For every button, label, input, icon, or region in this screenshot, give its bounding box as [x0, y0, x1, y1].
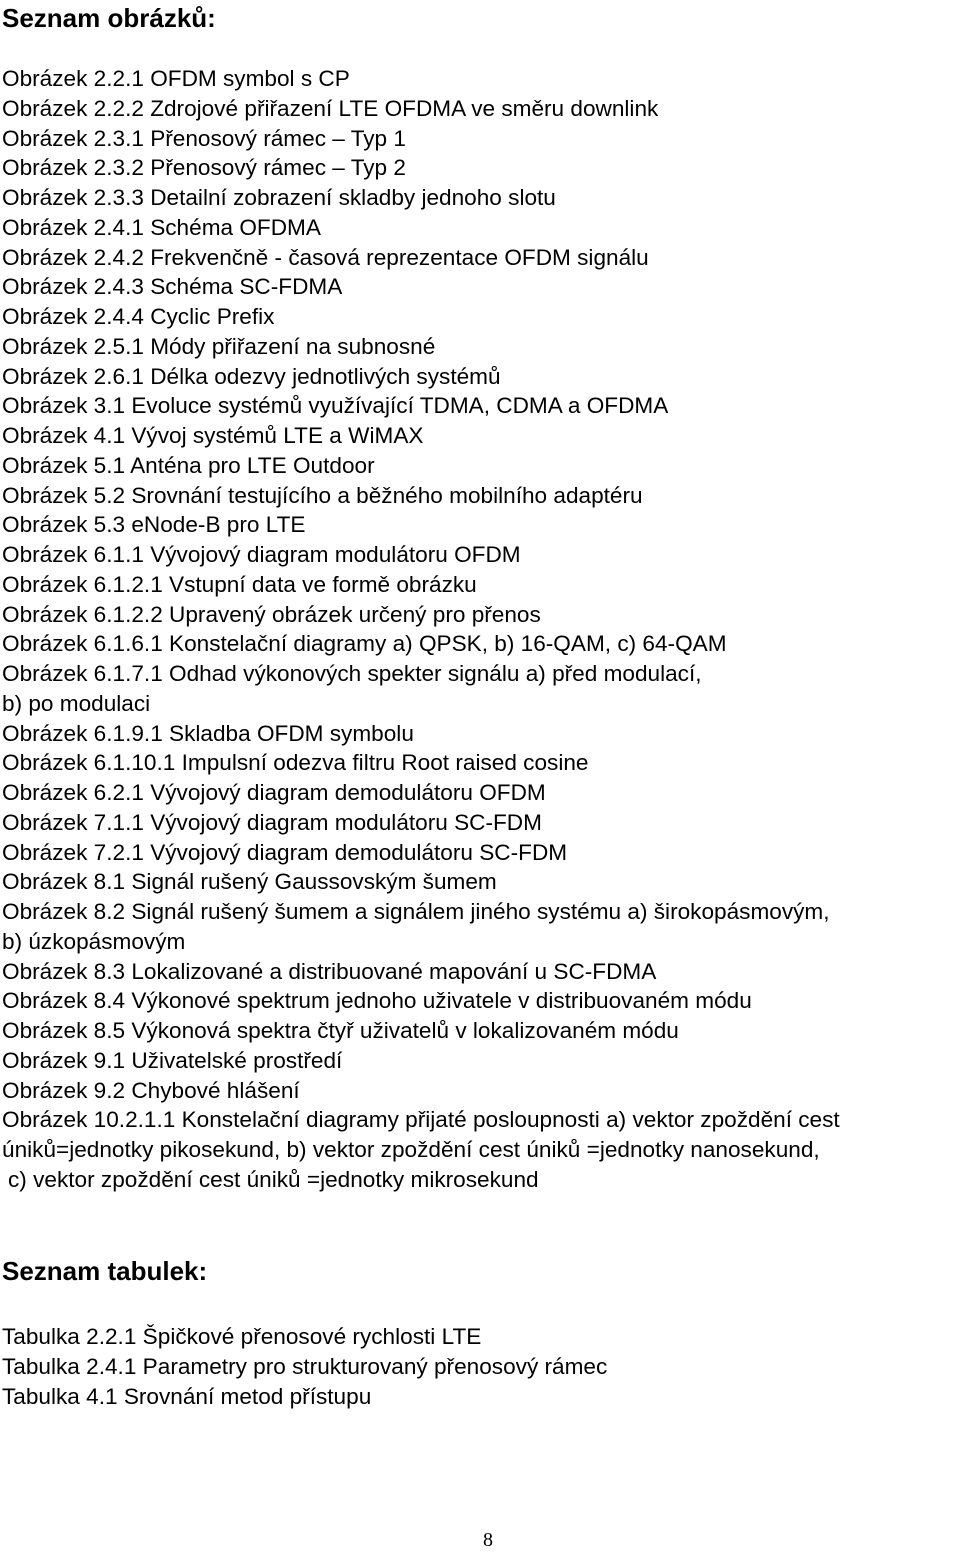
list-item: Obrázek 2.2.2 Zdrojové přiřazení LTE OFDMA ve směru downlink	[2, 95, 659, 121]
list-item: Obrázek 5.3 eNode-B pro LTE	[2, 512, 306, 538]
list-item: Obrázek 5.2 Srovnání testujícího a běžného mobilního adaptéru	[2, 482, 643, 508]
list-item: Obrázek 8.3 Lokalizované a distribuované mapování u SC-FDMA	[2, 958, 657, 984]
list-item: Obrázek 3.1 Evoluce systémů využívající TDMA, CDMA a OFDMA	[2, 393, 669, 419]
list-item: Obrázek 6.1.9.1 Skladba OFDM symbolu	[2, 720, 414, 746]
tables-heading: Seznam tabulek:	[2, 1256, 208, 1286]
list-item: Obrázek 8.2 Signál rušený šumem a signálem jiného systému a) širokopásmovým,	[2, 899, 830, 924]
figures-heading: Seznam obrázků:	[2, 3, 216, 33]
list-item: Obrázek 8.5 Výkonová spektra čtyř uživatelů v lokalizovaném módu	[2, 1018, 679, 1043]
list-item: c) vektor zpoždění cest úniků =jednotky mikrosekund	[8, 1166, 539, 1192]
list-item: Obrázek 6.1.1 Vývojový diagram modulátoru OFDM	[2, 542, 521, 567]
page-number: 8	[483, 1529, 493, 1551]
list-item: Obrázek 2.2.1 OFDM symbol s CP	[2, 66, 350, 91]
list-item: Obrázek 2.4.3 Schéma SC-FDMA	[2, 274, 343, 300]
list-item: Obrázek 2.4.2 Frekvenčně - časová reprezentace OFDM signálu	[2, 244, 649, 270]
list-item: Obrázek 6.1.7.1 Odhad výkonových spekter signálu a) před modulací,	[2, 661, 702, 686]
list-item: Obrázek 2.6.1 Délka odezvy jednotlivých systémů	[2, 363, 501, 389]
list-item: Obrázek 10.2.1.1 Konstelační diagramy přijaté posloupnosti a) vektor zpoždění cest	[2, 1107, 840, 1133]
list-item: b) po modulaci	[2, 690, 151, 716]
list-item: Obrázek 2.4.4 Cyclic Prefix	[2, 304, 275, 329]
list-item: Obrázek 6.1.2.1 Vstupní data ve formě obrázku	[2, 571, 477, 597]
list-item: Obrázek 6.1.2.2 Upravený obrázek určený pro přenos	[2, 601, 541, 627]
list-item: Obrázek 9.2 Chybové hlášení	[2, 1077, 300, 1103]
list-item: Tabulka 2.2.1 Špičkové přenosové rychlosti LTE	[2, 1324, 482, 1349]
list-item: Obrázek 6.1.6.1 Konstelační diagramy a) QPSK, b) 16-QAM, c) 64-QAM	[2, 631, 727, 657]
list-item: Obrázek 2.3.2 Přenosový rámec – Typ 2	[2, 155, 406, 181]
list-item: Obrázek 8.4 Výkonové spektrum jednoho uživatele v distribuovaném módu	[2, 988, 752, 1014]
list-item: Obrázek 6.2.1 Vývojový diagram demodulátoru OFDM	[2, 780, 546, 805]
list-item: Obrázek 2.4.1 Schéma OFDMA	[2, 214, 321, 240]
list-item: Obrázek 2.3.3 Detailní zobrazení skladby jednoho slotu	[2, 185, 556, 210]
list-item: b) úzkopásmovým	[2, 928, 186, 954]
list-item: Tabulka 2.4.1 Parametry pro strukturovaný přenosový rámec	[2, 1353, 608, 1379]
list-item: úniků=jednotky pikosekund, b) vektor zpoždění cest úniků =jednotky nanosekund,	[2, 1137, 820, 1162]
list-item: Obrázek 4.1 Vývoj systémů LTE a WiMAX	[2, 423, 424, 448]
list-item: Tabulka 4.1 Srovnání metod přístupu	[2, 1383, 372, 1409]
list-item: Obrázek 7.2.1 Vývojový diagram demodulátoru SC-FDM	[2, 839, 568, 865]
list-item: Obrázek 6.1.10.1 Impulsní odezva filtru Root raised cosine	[2, 750, 589, 776]
list-item: Obrázek 5.1 Anténa pro LTE Outdoor	[2, 452, 375, 478]
list-item: Obrázek 8.1 Signál rušený Gaussovským šumem	[2, 869, 497, 895]
list-item: Obrázek 2.5.1 Módy přiřazení na subnosné	[2, 333, 436, 359]
list-item: Obrázek 2.3.1 Přenosový rámec – Typ 1	[2, 125, 406, 151]
figures-list	[0, 64, 960, 1195]
tables-list	[0, 1322, 960, 1411]
list-item: Obrázek 9.1 Uživatelské prostředí	[2, 1047, 343, 1073]
list-item: Obrázek 7.1.1 Vývojový diagram modulátoru SC-FDM	[2, 809, 542, 835]
